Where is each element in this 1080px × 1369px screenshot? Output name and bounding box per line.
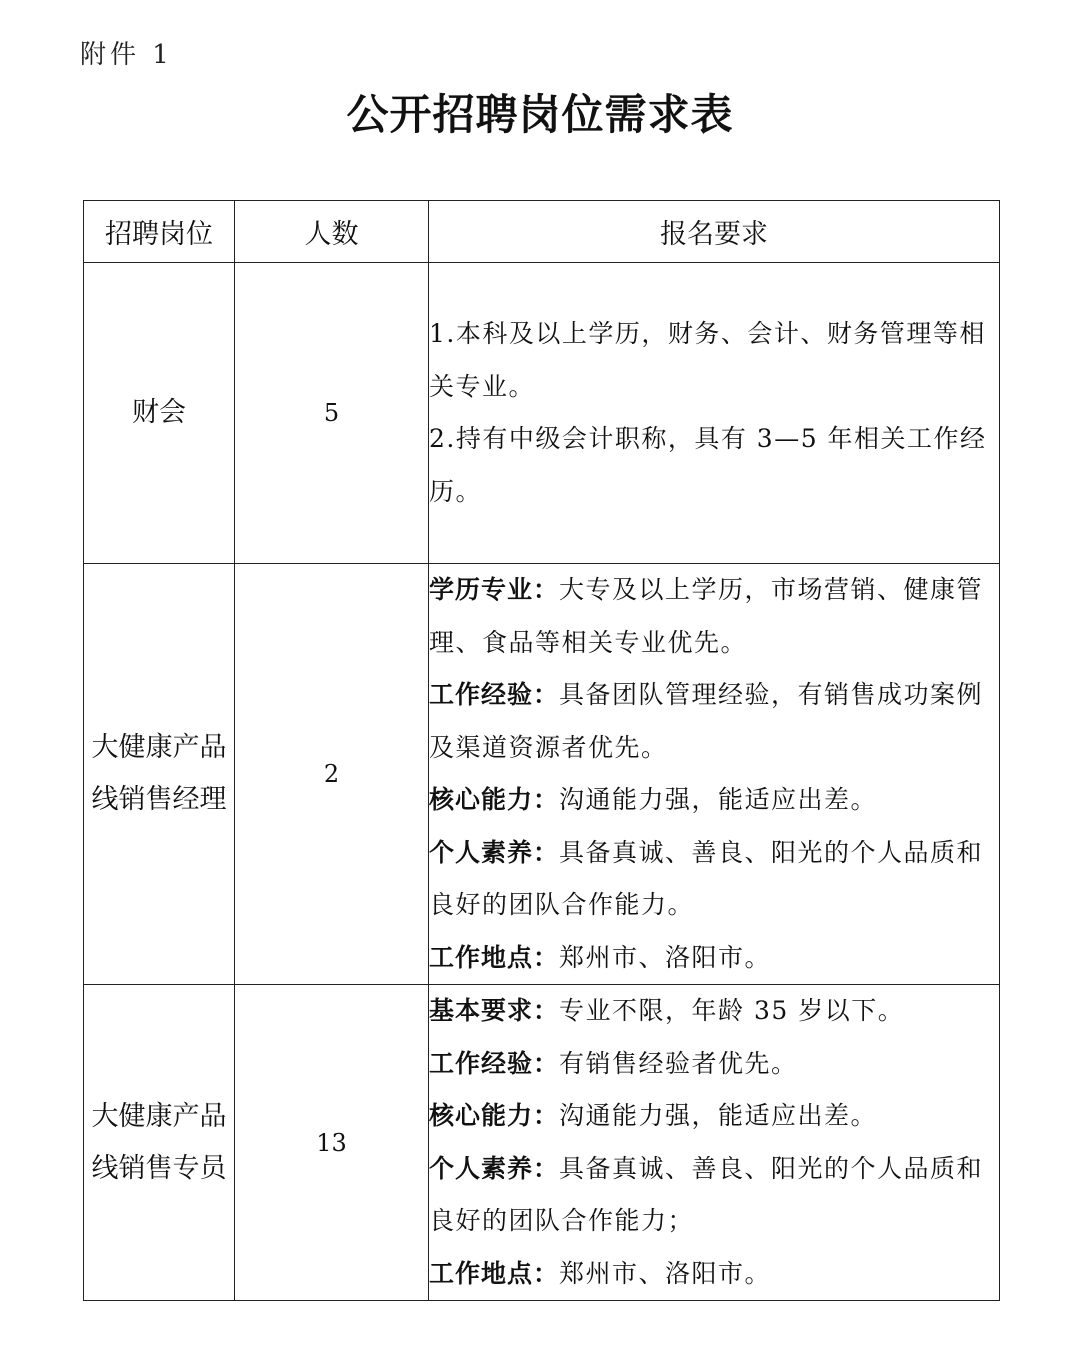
requirement-line: [429, 827, 999, 932]
requirement-text: 有销售经验者优先。: [559, 1048, 798, 1078]
requirement-text: 沟通能力强，能适应出差。: [559, 785, 878, 814]
requirement-line: [429, 413, 999, 518]
requirement-line: [429, 1090, 999, 1143]
requirement-line: [429, 985, 999, 1038]
requirement-line: [429, 308, 999, 413]
requirement-label: 核心能力：: [429, 1101, 560, 1130]
position-cell: 财会: [84, 263, 235, 564]
count-cell: 5: [235, 263, 429, 564]
document-title: 公开招聘岗位需求表: [346, 90, 734, 139]
requirement-line: [429, 774, 999, 827]
requirements-cell: [429, 263, 1000, 564]
requirement-text: 大专及以上学历，市场营销、健康管理、食品等相关专业优先。: [429, 575, 984, 657]
requirement-label: 个人素养：: [429, 837, 560, 867]
requirement-line: [429, 669, 999, 774]
requirement-label: 学历专业：: [429, 575, 560, 604]
attachment-label: 附件 1: [80, 40, 173, 70]
table-row: [84, 263, 1000, 564]
requirements-table: [83, 200, 1000, 1301]
requirement-text: 2.持有中级会计职称，具有 3—5 年相关工作经历。: [429, 424, 987, 506]
requirement-line: [429, 564, 999, 669]
requirement-label: 基本要求：: [429, 996, 560, 1025]
table-row: [84, 985, 1000, 1301]
requirement-label: 核心能力：: [429, 785, 560, 814]
requirements-cell: [429, 564, 1000, 985]
table-row: [84, 564, 1000, 985]
requirement-text: 专业不限，年龄 35 岁以下。: [559, 996, 905, 1025]
count-cell: 2: [235, 564, 429, 985]
requirement-text: 沟通能力强，能适应出差。: [559, 1101, 878, 1130]
requirement-text: 具备真诚、善良、阳光的个人品质和良好的团队合作能力。: [429, 837, 984, 919]
requirement-text: 郑州市、洛阳市。: [559, 942, 772, 972]
requirement-line: [429, 1038, 999, 1091]
header-requirements: 报名要求: [429, 201, 1000, 263]
requirement-label: 工作经验：: [429, 1048, 560, 1078]
requirement-text: 具备团队管理经验，有销售成功案例及渠道资源者优先。: [429, 680, 984, 762]
requirement-label: 工作地点：: [429, 942, 560, 972]
requirement-line: [429, 1143, 999, 1248]
header-position: 招聘岗位: [84, 201, 235, 263]
requirement-text: 郑州市、洛阳市。: [559, 1258, 772, 1288]
position-cell: 大健康产品线销售专员: [84, 985, 235, 1301]
count-cell: 13: [235, 985, 429, 1301]
requirement-line: [429, 1248, 999, 1301]
requirements-cell: [429, 985, 1000, 1301]
requirement-text: 1.本科及以上学历，财务、会计、财务管理等相关专业。: [429, 319, 986, 401]
requirement-label: 工作经验：: [429, 680, 560, 709]
requirement-text: 具备真诚、善良、阳光的个人品质和良好的团队合作能力；: [429, 1153, 984, 1235]
table-header-row: [84, 201, 1000, 263]
position-cell: 大健康产品线销售经理: [84, 564, 235, 985]
requirement-label: 个人素养：: [429, 1153, 560, 1183]
header-count: 人数: [235, 201, 429, 263]
requirement-label: 工作地点：: [429, 1258, 560, 1288]
requirement-line: [429, 932, 999, 985]
